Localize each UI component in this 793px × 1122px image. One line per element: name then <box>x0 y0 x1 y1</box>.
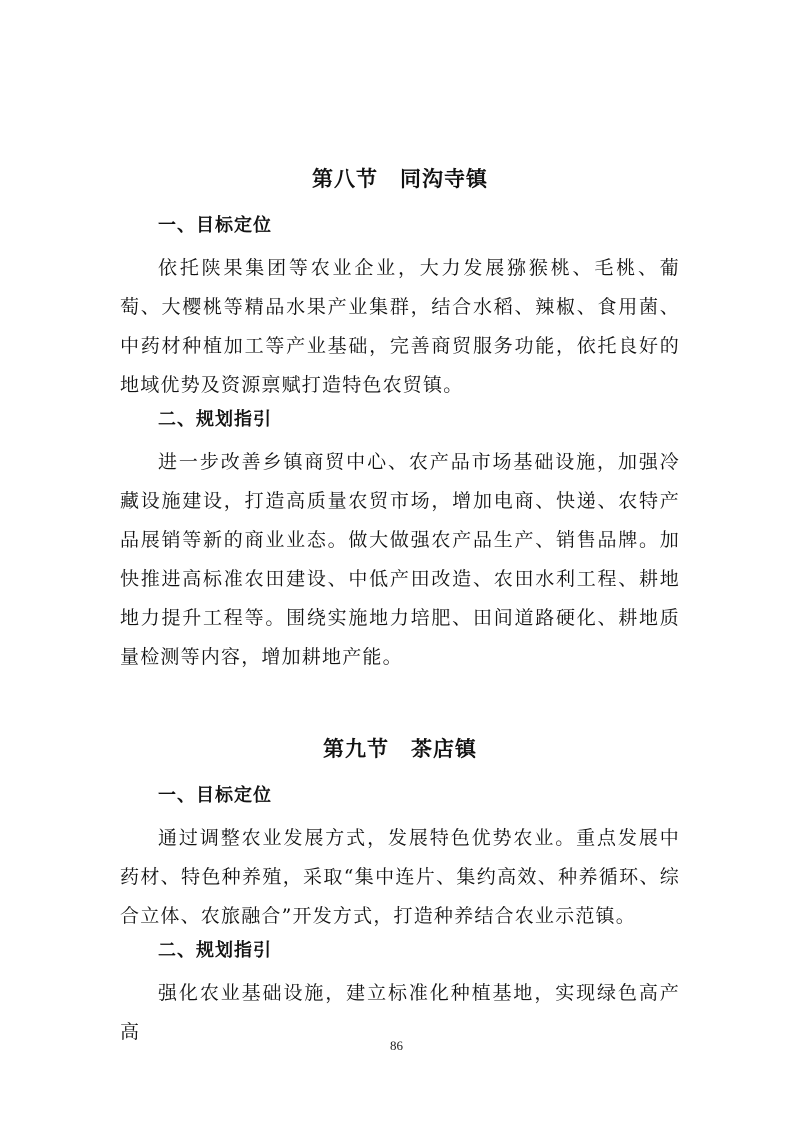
subheading-goal-positioning: 一、目标定位 <box>158 215 272 236</box>
section-tonggousi-town <box>120 165 680 677</box>
page-number: 86 <box>390 1038 403 1053</box>
paragraph-goal-positioning: 依托陕果集团等农业企业，大力发展猕猴桃、毛桃、葡萄、大樱桃等精品水果产业集群，结合水稻、辣椒、食用菌、中药材种植加工等产业基础，完善商贸服务功能，依托良好的地域优势及资源禀赋打造特色农贸镇。 <box>120 257 680 396</box>
section-chadian-town <box>120 735 680 1052</box>
paragraph-planning-guidance: 强化农业基础设施，建立标准化种植基地，实现绿色高产高 <box>120 982 680 1043</box>
paragraph-planning-guidance: 进一步改善乡镇商贸中心、农产品市场基础设施，加强冷藏设施建设，打造高质量农贸市场，增加电商、快递、农特产品展销等新的商业业态。做大做强农产品生产、销售品牌。加快推进高标准农田建设、中低产田改造、农田水利工程、耕地地力提升工程等。围绕实施地力培肥、田间道路硬化、耕地质量检测等内容，增加耕地产能。 <box>120 451 680 668</box>
paragraph-goal-positioning: 通过调整农业发展方式，发展特色优势农业。重点发展中药材、特色种养殖，采取“集中连片、集约高效、种养循环、综合立体、农旅融合”开发方式，打造种养结合农业示范镇。 <box>120 827 680 927</box>
section-title: 第八节 同沟寺镇 <box>312 167 488 191</box>
subheading-planning-guidance: 二、规划指引 <box>158 409 272 430</box>
subheading-planning-guidance: 二、规划指引 <box>158 940 272 961</box>
section-title: 第九节 茶店镇 <box>323 737 477 761</box>
subheading-goal-positioning: 一、目标定位 <box>158 785 272 806</box>
